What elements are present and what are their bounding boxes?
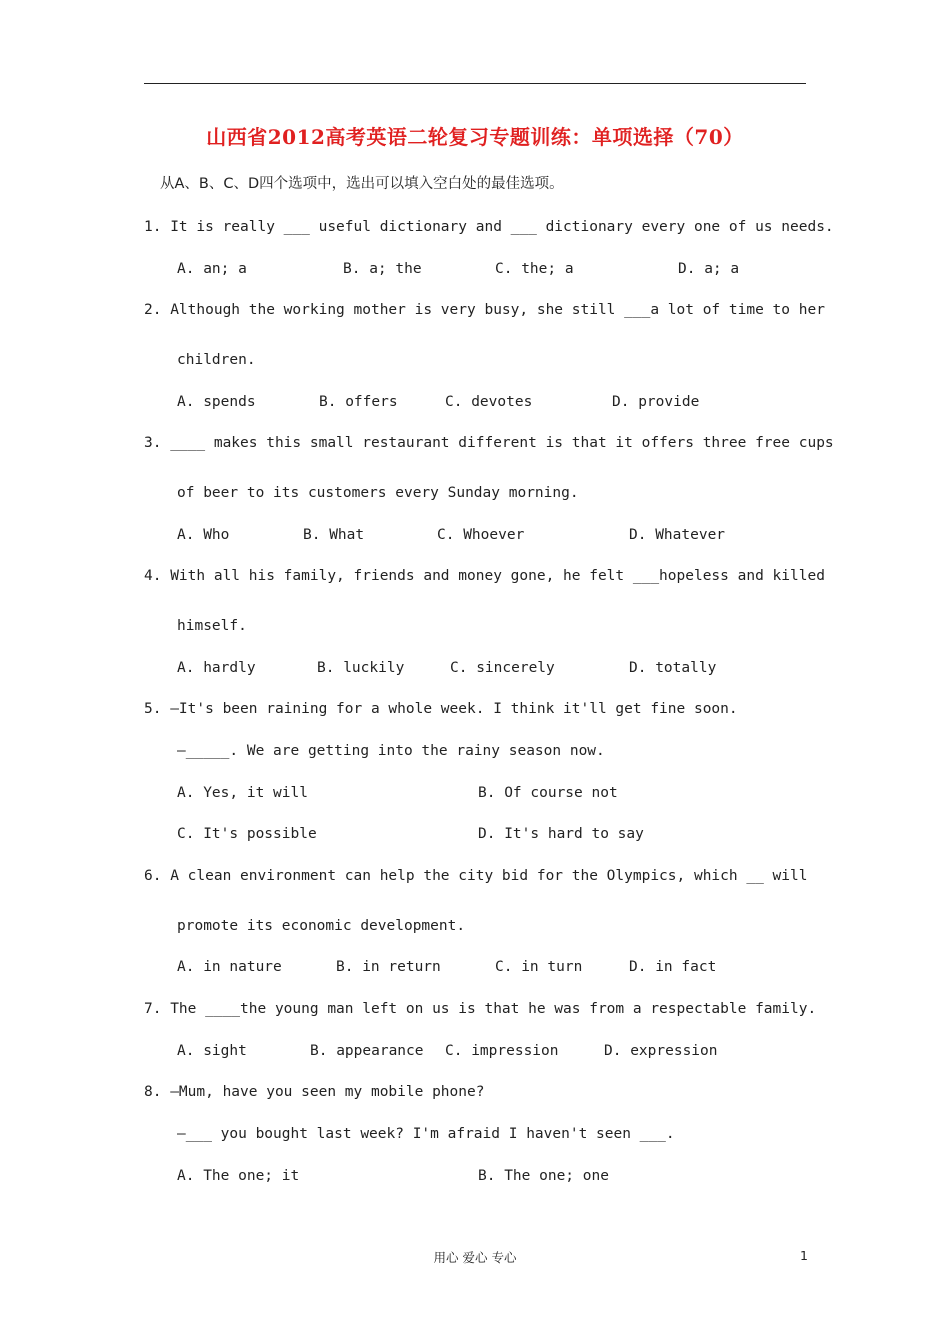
question-4-text-cont: himself. bbox=[177, 618, 247, 634]
question-3-text: 3. ____ makes this small restaurant different is that it offers three free cups bbox=[144, 435, 834, 451]
question-8-option-b: B. The one; one bbox=[478, 1168, 609, 1184]
question-2-option-b: B. offers bbox=[319, 394, 398, 410]
question-2-text-cont: children. bbox=[177, 352, 256, 368]
question-4-option-d: D. totally bbox=[629, 660, 717, 676]
question-4-option-a: A. hardly bbox=[177, 660, 256, 676]
question-5-text-cont: —_____. We are getting into the rainy season now. bbox=[177, 743, 605, 759]
question-6-option-c: C. in turn bbox=[495, 959, 583, 975]
question-2-option-a: A. spends bbox=[177, 394, 256, 410]
question-3-option-c: C. Whoever bbox=[437, 527, 525, 543]
question-5-option-c: C. It's possible bbox=[177, 826, 317, 842]
instruction-text: 从A、B、C、D四个选项中，选出可以填入空白处的最佳选项。 bbox=[160, 176, 564, 192]
question-7-option-c: C. impression bbox=[445, 1043, 559, 1059]
question-1-option-d: D. a; a bbox=[678, 261, 740, 277]
question-7-option-a: A. sight bbox=[177, 1043, 247, 1059]
page-number: 1 bbox=[800, 1248, 808, 1263]
question-3-option-a: A. Who bbox=[177, 527, 230, 543]
question-6-text: 6. A clean environment can help the city bid for the Olympics, which __ will bbox=[144, 868, 808, 884]
question-2-text: 2. Although the working mother is very busy, she still ___a lot of time to her bbox=[144, 302, 825, 318]
page-title: 山西省2012高考英语二轮复习专题训练：单项选择（70） bbox=[206, 125, 744, 149]
page-footer: 用心 爱心 专心 bbox=[433, 1250, 517, 1265]
question-4-option-c: C. sincerely bbox=[450, 660, 555, 676]
question-7-option-d: D. expression bbox=[604, 1043, 718, 1059]
question-1-option-b: B. a; the bbox=[343, 261, 422, 277]
question-5-option-a: A. Yes, it will bbox=[177, 785, 308, 801]
question-8-text-cont: —___ you bought last week? I'm afraid I haven't seen ___. bbox=[177, 1126, 675, 1142]
question-5-text: 5. —It's been raining for a whole week. I think it'll get fine soon. bbox=[144, 701, 738, 717]
question-5-option-b: B. Of course not bbox=[478, 785, 618, 801]
question-6-text-cont: promote its economic development. bbox=[177, 918, 466, 934]
question-6-option-a: A. in nature bbox=[177, 959, 282, 975]
header-rule bbox=[144, 83, 806, 84]
question-4-text: 4. With all his family, friends and money gone, he felt ___hopeless and killed bbox=[144, 568, 825, 584]
question-1-text: 1. It is really ___ useful dictionary and ___ dictionary every one of us needs. bbox=[144, 219, 834, 235]
question-2-option-c: C. devotes bbox=[445, 394, 533, 410]
question-1-option-c: C. the; a bbox=[495, 261, 574, 277]
question-3-option-b: B. What bbox=[303, 527, 365, 543]
question-3-option-d: D. Whatever bbox=[629, 527, 726, 543]
question-7-text: 7. The ____the young man left on us is that he was from a respectable family. bbox=[144, 1001, 817, 1017]
question-2-option-d: D. provide bbox=[612, 394, 700, 410]
question-6-option-d: D. in fact bbox=[629, 959, 717, 975]
question-5-option-d: D. It's hard to say bbox=[478, 826, 644, 842]
question-4-option-b: B. luckily bbox=[317, 660, 405, 676]
question-8-text: 8. —Mum, have you seen my mobile phone? bbox=[144, 1084, 485, 1100]
question-8-option-a: A. The one; it bbox=[177, 1168, 300, 1184]
question-1-option-a: A. an; a bbox=[177, 261, 247, 277]
question-3-text-cont: of beer to its customers every Sunday morning. bbox=[177, 485, 579, 501]
question-7-option-b: B. appearance bbox=[310, 1043, 424, 1059]
question-6-option-b: B. in return bbox=[336, 959, 441, 975]
